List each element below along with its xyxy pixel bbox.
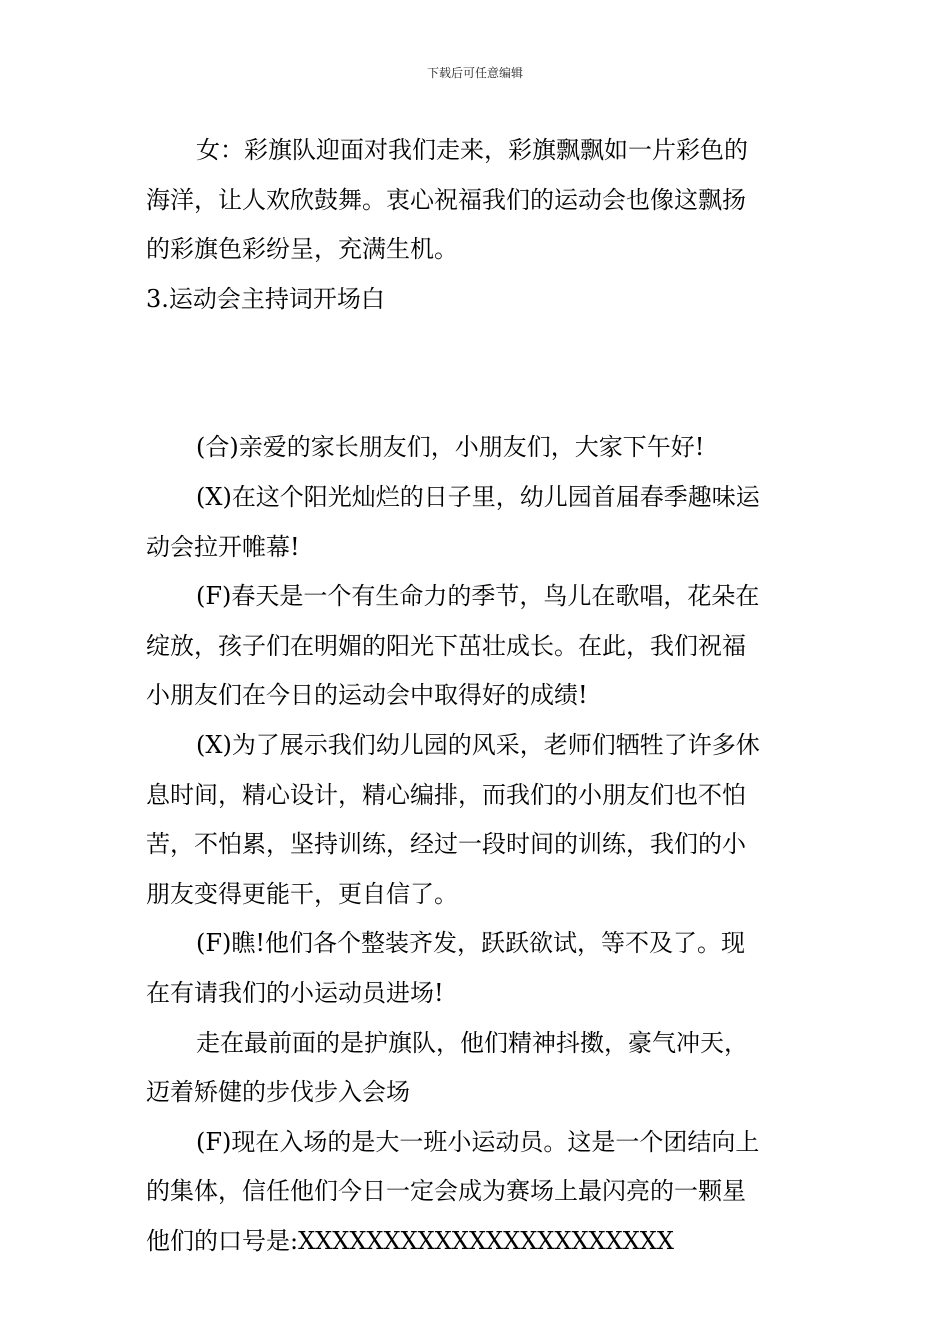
- blank-space: [146, 324, 810, 423]
- paragraph-spring: [146, 572, 810, 721]
- text-line: (合)亲爱的家长朋友们，小朋友们，大家下午好!: [196, 433, 705, 462]
- text-line: 女：彩旗队迎面对我们走来，彩旗飘飘如一片彩色的: [196, 136, 748, 164]
- text-line: 走在最前面的是护旗队，他们精神抖擞，豪气冲天，: [196, 1028, 748, 1057]
- document-body: [146, 126, 810, 1266]
- heading-text: 3.运动会主持词开场白: [146, 284, 385, 313]
- text-line: 动会拉开帷幕!: [146, 532, 300, 561]
- text-line: (F)瞧!他们各个整装齐发，跃跃欲试，等不及了。现: [196, 929, 746, 958]
- paragraph-athletes-enter: [146, 919, 810, 1018]
- paragraph-flag-guard: [146, 1019, 810, 1118]
- paragraph-flag-team: [146, 126, 810, 275]
- text-line: 息时间，精心设计，精心编排，而我们的小朋友们也不怕: [146, 780, 746, 809]
- text-line: 海洋，让人欢欣鼓舞。衷心祝福我们的运动会也像这飘扬: [146, 185, 746, 214]
- section-heading: [146, 275, 810, 325]
- text-line: 迈着矫健的步伐步入会场: [146, 1078, 410, 1107]
- text-line: 绽放，孩子们在明媚的阳光下茁壮成长。在此，我们祝福: [146, 631, 746, 660]
- text-line: (F)现在入场的是大一班小运动员。这是一个团结向上: [196, 1127, 760, 1156]
- paragraph-opening: [146, 473, 810, 572]
- paragraph-teachers: [146, 721, 810, 919]
- text-line: 在有请我们的小运动员进场!: [146, 978, 444, 1007]
- page-header: 下载后可任意编辑: [426, 66, 523, 80]
- text-line: (F)春天是一个有生命力的季节，鸟儿在歌唱，花朵在: [196, 582, 760, 611]
- text-line: (X)在这个阳光灿烂的日子里，幼儿园首届春季趣味运: [196, 482, 760, 511]
- text-line: 朋友变得更能干，更自信了。: [146, 879, 458, 908]
- paragraph-class-one: [146, 1118, 810, 1267]
- text-line: 的集体，信任他们今日一定会成为赛场上最闪亮的一颗星: [146, 1177, 746, 1206]
- paragraph-greeting: [146, 423, 810, 473]
- text-line: (X)为了展示我们幼儿园的风采，老师们牺牲了许多休: [196, 730, 760, 759]
- text-line: 的彩旗色彩纷呈，充满生机。: [146, 235, 458, 264]
- text-line: 他们的口号是:XXXXXXXXXXXXXXXXXXXXXX: [146, 1226, 674, 1255]
- text-line: 小朋友们在今日的运动会中取得好的成绩!: [146, 681, 588, 710]
- text-line: 苦，不怕累，坚持训练，经过一段时间的训练，我们的小: [146, 830, 746, 859]
